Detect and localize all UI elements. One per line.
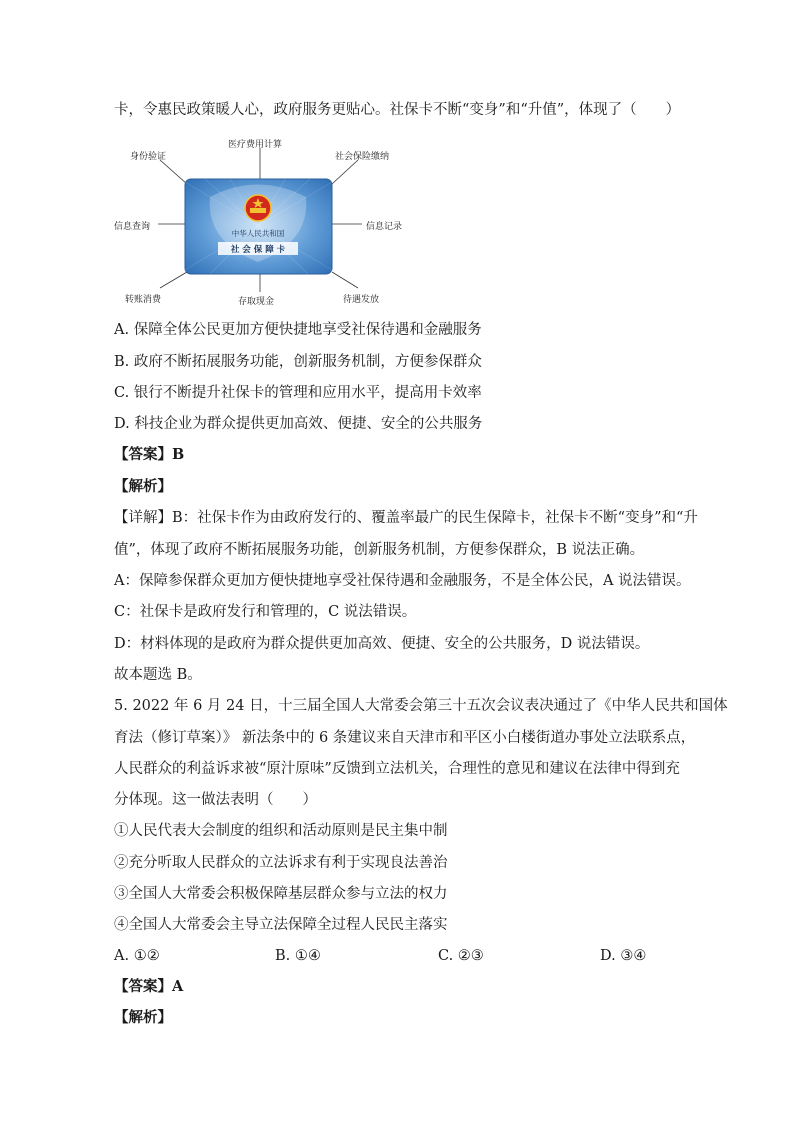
q4-detail-line: 值”，体现了政府不断拓展服务功能，创新服务机制，方便参保群众，B 说法正确。 xyxy=(114,542,645,558)
q5-answer: 【答案】A xyxy=(114,978,184,995)
q5-stem-line: 育法（修订草案）》 新法条中的 6 条建议来自天津市和平区小白楼街道办事处立法联系点， xyxy=(114,730,696,746)
q4-detail-line: 【详解】B：社保卡作为由政府发行的、覆盖率最广的民生保障卡，社保卡不断“变身”和“升 xyxy=(114,510,698,526)
label-benefit: 待遇发放 xyxy=(343,295,380,305)
q5-stem-line: 人民群众的利益诉求被“原汁原味”反馈到立法机关，合理性的意见和建议在法律中得到充 xyxy=(114,761,680,777)
q5-analysis-label: 【解析】 xyxy=(114,1009,172,1026)
q5-option-a: A. ①② xyxy=(114,948,160,964)
q4-detail-line: 故本题选 B。 xyxy=(114,667,202,683)
q4-option-c: C. 银行不断提升社保卡的管理和应用水平，提高用卡效率 xyxy=(114,385,482,401)
q5-statement: ③全国人大常委会积极保障基层群众参与立法的权力 xyxy=(114,886,448,902)
label-cash: 存取现金 xyxy=(238,297,275,307)
q4-detail-line: D：材料体现的是政府为群众提供更加高效、便捷、安全的公共服务，D 说法错误。 xyxy=(114,636,650,652)
label-medical: 医疗费用计算 xyxy=(228,140,283,150)
q4-option-d: D. 科技企业为群众提供更加高效、便捷、安全的公共服务 xyxy=(114,416,483,432)
q4-answer: 【答案】B xyxy=(114,446,185,463)
q4-detail-line: C：社保卡是政府发行和管理的，C 说法错误。 xyxy=(114,604,417,620)
q5-statement: ②充分听取人民群众的立法诉求有利于实现良法善治 xyxy=(114,855,448,871)
q5-option-d: D. ③④ xyxy=(600,948,647,964)
card-text-country: 中华人民共和国 xyxy=(231,229,285,238)
card-text-title: 社 会 保 障 卡 xyxy=(230,245,286,255)
q4-option-a: A. 保障全体公民更加方便快捷地享受社保待遇和金融服务 xyxy=(114,322,482,338)
q5-option-b: B. ①④ xyxy=(275,948,321,964)
q5-statement: ①人民代表大会制度的组织和活动原则是民主集中制 xyxy=(114,823,448,839)
label-record: 信息记录 xyxy=(366,222,403,232)
label-identity: 身份验证 xyxy=(130,152,167,162)
label-insurance: 社会保险缴纳 xyxy=(335,152,390,162)
q5-stem-line: 5. 2022 年 6 月 24 日，十三届全国人大常委会第三十五次会议表决通过了《中华人民共和国体 xyxy=(114,698,728,714)
q5-option-c: C. ②③ xyxy=(438,948,484,964)
label-transfer: 转账消费 xyxy=(125,295,162,305)
q4-stem-end: 卡，令惠民政策暖人心，政府服务更贴心。社保卡不断“变身”和“升值”，体现了（ ） xyxy=(114,102,681,118)
q5-stem-line: 分体现。这一做法表明（ ） xyxy=(114,792,317,808)
q4-analysis-label: 【解析】 xyxy=(114,478,172,495)
q4-option-b: B. 政府不断拓展服务功能，创新服务机制，方便参保群众 xyxy=(114,354,482,370)
social-security-card-figure xyxy=(110,132,410,312)
q4-detail-line: A：保障参保群众更加方便快捷地享受社保待遇和金融服务，不是全体公民，A 说法错误。 xyxy=(114,573,691,589)
q5-statement: ④全国人大常委会主导立法保障全过程人民民主落实 xyxy=(114,917,448,933)
label-query: 信息查询 xyxy=(114,222,151,232)
